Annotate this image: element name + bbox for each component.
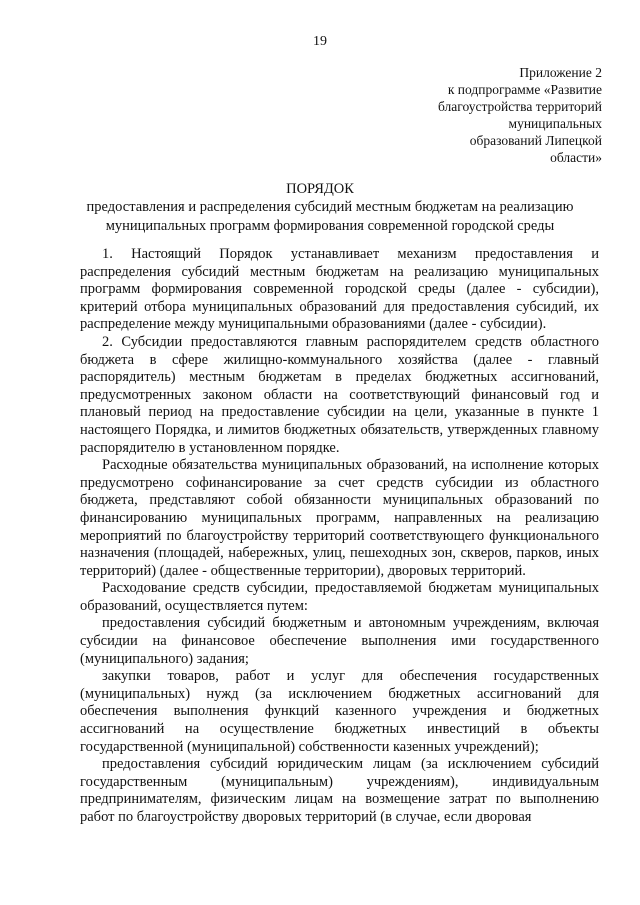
appendix-line: благоустройства территорий <box>438 99 602 114</box>
paragraph-6: закупки товаров, работ и услуг для обеспечения государственных (муниципальных) нужд (за исключением бюджетных ассигнований для обеспечения выполнения функций казенного учреждения и бюджетных ассигнований на осуществление бюджетных инвестиций в объекты государственной (муниципальной) собственности казенных учреждений); <box>80 668 599 755</box>
paragraph-4: Расходование средств субсидии, предоставляемой бюджетам муниципальных образований, осуществляется путем: <box>80 580 599 614</box>
appendix-block <box>382 64 602 166</box>
document-title: ПОРЯДОК <box>286 181 354 197</box>
appendix-line: к подпрограмме «Развитие <box>447 82 602 97</box>
appendix-line: области» <box>550 150 602 165</box>
document-subtitle: предоставления и распределения субсидий местным бюджетам на реализацию муниципальных программ формирования современной городской среды <box>86 199 574 234</box>
paragraph-1: 1. Настоящий Порядок устанавливает механизм предоставления и распределения субсидий местным бюджетам на реализацию муниципальных программ формирования современной городской среды (далее - субсидии), критерий отбора муниципальных образований для предоставления субсидий, их распределение между муниципальными образованиями (далее - субсидии). <box>80 246 599 333</box>
page-number: 19 <box>313 34 327 49</box>
paragraph-3: Расходные обязательства муниципальных образований, на исполнение которых предусмотрено софинансирование за счет средств субсидии из областного бюджета, представляют собой обязанности муниципальных образований по финансированию муниципальных программ, направленных на реализацию мероприятий по благоустройству территорий соответствующего функционального назначения (площадей, набережных, улиц, пешеходных зон, скверов, парков, иных территорий) (далее - общественные территории), дворовых территорий. <box>80 457 599 579</box>
document-body <box>80 246 599 827</box>
paragraph-5: предоставления субсидий бюджетным и автономным учреждениям, включая субсидии на финансовое обеспечение выполнения ими государственного (муниципального) задания; <box>80 615 599 667</box>
paragraph-2: 2. Субсидии предоставляются главным распорядителем средств областного бюджета в сфере жилищно-коммунального хозяйства (далее - главный распорядитель) местным бюджетам в пределах бюджетных ассигнований, предусмотренных законом области на соответствующий финансовый год и плановый период на предоставление субсидии на цели, указанные в пункте 1 настоящего Порядка, и лимитов бюджетных обязательств, утвержденных главному распорядителю в установленном порядке. <box>80 333 599 456</box>
appendix-line: Приложение 2 <box>519 65 602 80</box>
paragraph-7: предоставления субсидий юридическим лицам (за исключением субсидий государственным (муниципальным) учреждениям), индивидуальным предпринимателям, физическим лицам на возмещение затрат по выполнению работ по благоустройству дворовых территорий (в случае, если дворовая <box>80 756 599 825</box>
appendix-line: муниципальных <box>508 116 602 131</box>
appendix-line: образований Липецкой <box>469 133 602 148</box>
